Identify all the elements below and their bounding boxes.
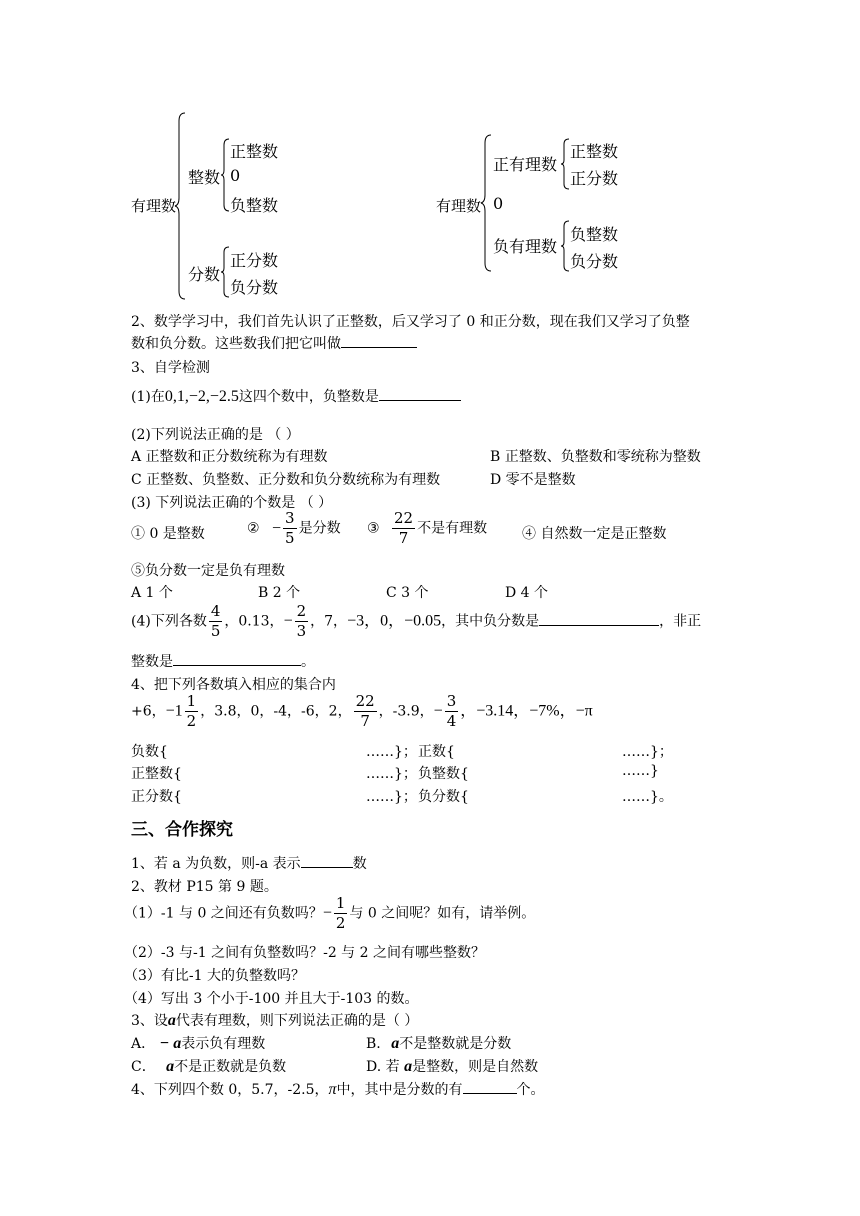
- tree2-root-brace: [481, 135, 493, 271]
- q3-p4-pre: (4)下列各数: [131, 613, 207, 630]
- q4-set-neg-label: 负数{: [131, 744, 168, 760]
- tree2-neg-int: 负整数: [570, 225, 619, 244]
- section3-q2-2: （2）-3 与-1 之间有负整数吗？-2 与 2 之间有哪些整数？: [124, 945, 485, 961]
- q2-line1: 2、数学学习中，我们首先认识了正整数，后又学习了 0 和正分数，现在我们又学习了负整: [131, 314, 690, 330]
- section3-q2-1: [124, 896, 535, 931]
- section3-q3-option-b-text: 不是整数就是分数: [399, 1036, 512, 1052]
- q4-n4-numerator: 22: [355, 692, 375, 710]
- section3-q2-1-fraction: [334, 896, 348, 931]
- q4-title: 4、把下列各数填入相应的集合内: [131, 677, 336, 693]
- section3-q2-1-post: 与 0 之间呢？如有，请举例。: [349, 905, 536, 922]
- q3-p2-option-c: C 正整数、负整数、正分数和负分数统称为有理数: [131, 472, 441, 488]
- q3-p3-item3: [367, 511, 487, 546]
- q4-n1: +6，: [131, 703, 166, 720]
- q4-n6-fraction: [445, 694, 459, 729]
- tree2-pos-int: 正整数: [570, 142, 619, 161]
- section3-q3-var: a: [167, 1012, 176, 1029]
- section3-q1: [131, 853, 367, 873]
- tree2-zero: 0: [493, 194, 504, 213]
- tree1-zero: 0: [230, 166, 241, 185]
- q3-p4-sign: −: [283, 612, 293, 630]
- q3-p4-mid2: ，7，: [310, 613, 348, 630]
- q3-p1-pre: (1)在: [131, 389, 165, 405]
- q4-n4-denominator: 7: [360, 712, 370, 730]
- q4-set-posfrac-end: ……}；: [366, 789, 417, 805]
- q3-p3-item3-marker: ③: [367, 520, 380, 537]
- section3-q3-post: 代表有理数，则下列说法正确的是（ ）: [175, 1013, 419, 1029]
- q2-line2-text: 数和负分数。这些数我们把它叫做: [131, 336, 341, 352]
- q4-set-posint-end: ……}；: [366, 766, 417, 782]
- q3-title: 3、自学检测: [131, 360, 210, 376]
- section3-q3-option-d-text: 是整数，则是自然数: [412, 1059, 539, 1075]
- q4-n6-numerator: 3: [446, 692, 457, 710]
- section3-q3-option-a-var: − a: [159, 1035, 182, 1052]
- q3-p4: [131, 604, 701, 639]
- q4-n6-sign: −: [433, 702, 443, 720]
- q3-p3-item4: ④ 自然数一定是正整数: [522, 526, 667, 542]
- section3-heading: 三、合作探究: [131, 820, 233, 840]
- q3-p4-line2: [131, 651, 315, 671]
- q3-p3-option-a: A 1 个: [131, 585, 173, 601]
- q4-n2-denominator: 2: [186, 712, 197, 730]
- section3-q3-pre: 3、设: [131, 1013, 168, 1029]
- section3-q2-3: （3）有比-1 大的负整数吗？: [124, 968, 305, 984]
- q3-p1-post: 这四个数中，负整数是: [238, 389, 379, 405]
- q4-n2-numerator: 1: [186, 692, 197, 710]
- section3-q3-option-c: [131, 1056, 286, 1076]
- section3-q3-option-b-letter: B.: [366, 1036, 381, 1052]
- tree1-integer: 整数: [188, 168, 221, 187]
- q3-p3-item5: ⑤负分数一定是负有理数: [131, 563, 285, 579]
- q3-p2-option-b: B 正整数、负整数和零统称为整数: [490, 449, 701, 465]
- tree1-root: 有理数: [131, 197, 177, 215]
- q3-p3-item3-numerator: 22: [394, 509, 414, 527]
- section3-q3-option-a: [131, 1033, 265, 1053]
- q3-p4-tail2: ，非正: [659, 613, 702, 630]
- q3-p4-nonpos-blank[interactable]: [173, 653, 301, 666]
- tree1-pos-int: 正整数: [230, 142, 279, 161]
- section3-q4-pre: 4、下列四个数 0，5.7，-2.5，: [131, 1082, 329, 1098]
- q3-p4-mid1: ，0.13，: [224, 613, 284, 630]
- section3-q4-pi: π: [328, 1081, 337, 1098]
- section3-q1-blank[interactable]: [301, 855, 353, 868]
- section3-q2-4: （4）写出 3 个小于-100 并且大于-103 的数。: [124, 991, 419, 1007]
- section3-q3-option-a-text: 表示负有理数: [181, 1036, 266, 1052]
- q3-p2-option-a: A 正整数和正分数统称为有理数: [131, 449, 328, 465]
- q3-p3-option-d: D 4 个: [505, 585, 549, 601]
- q3-p4-tail1: ，其中负分数是: [441, 613, 540, 630]
- q3-p4-fraction1-numerator: 4: [210, 602, 221, 620]
- section3-q3-option-d-letter: D. 若: [366, 1059, 400, 1075]
- tree1-neg-int: 负整数: [230, 196, 279, 215]
- section3-q3-option-c-letter: C．: [131, 1059, 156, 1075]
- q4-n4-fraction: [354, 694, 377, 729]
- q3-p4-numbers: −3，0，−0.05: [347, 612, 442, 630]
- tree2-neg-rat: 负有理数: [493, 237, 558, 256]
- section3-q4-blank[interactable]: [463, 1081, 517, 1094]
- section3-q3: [131, 1010, 418, 1030]
- q3-p4-fraction2-numerator: 2: [296, 602, 307, 620]
- q4-n6-denominator: 4: [446, 712, 457, 730]
- q4-set-negfrac-label: 负分数{: [418, 789, 469, 805]
- q3-p1-set: 0,1,−2,−2.5: [164, 388, 239, 405]
- section3-q4-mid: 中，其中是分数的有: [336, 1082, 463, 1098]
- q4-n3: ，3.8，0，-4，-6，2，: [200, 703, 352, 720]
- section3-q3-option-d: [366, 1056, 538, 1076]
- q2-line2: [131, 333, 417, 353]
- tree1-fraction: 分数: [188, 265, 221, 284]
- section3-q2: 2、教材 P15 第 9 题。: [131, 879, 278, 895]
- q3-p3-item3-denominator: 7: [398, 529, 409, 547]
- q4-set-neg-end: ……}；: [366, 744, 417, 760]
- q4-n5: ，-3.9，: [378, 703, 434, 720]
- tree2-root: 有理数: [436, 197, 482, 215]
- q3-p4-fraction2: [295, 604, 309, 639]
- section3-q2-1-numerator: 1: [335, 894, 346, 912]
- q3-p4-fraction2-denominator: 3: [296, 622, 307, 640]
- q2-answer-blank[interactable]: [341, 335, 417, 348]
- q4-set-negint-label: 负整数{: [418, 766, 469, 782]
- q4-set-pos-end: ……}；: [622, 744, 673, 760]
- q4-set-posfrac-label: 正分数{: [131, 789, 182, 805]
- q4-set-posint-label: 正整数{: [131, 766, 182, 782]
- q3-p4-negfrac-blank[interactable]: [539, 613, 659, 626]
- tree2-pos-frac: 正分数: [570, 169, 619, 188]
- q3-p3-item2: [247, 511, 341, 546]
- q3-p3-item2-denominator: 5: [285, 529, 295, 547]
- section3-q4-post: 个。: [516, 1082, 545, 1098]
- q3-p1-blank[interactable]: [379, 388, 461, 401]
- q3-p3: (3) 下列说法正确的个数是 （ ）: [131, 495, 333, 511]
- q4-number-list: [131, 694, 593, 729]
- q3-p3-item3-text: 不是有理数: [417, 520, 488, 537]
- q3-p4-end: 。: [301, 654, 315, 670]
- q3-p3-item3-fraction: [392, 511, 415, 546]
- tree1-pos-frac: 正分数: [230, 251, 279, 270]
- section3-q3-option-d-var: a: [404, 1058, 413, 1075]
- q4-set-negint-end: ……}: [622, 763, 659, 779]
- tree2-neg-frac: 负分数: [570, 252, 619, 271]
- q3-p3-item2-fraction: [283, 511, 297, 546]
- q4-set-pos-label: 正数{: [418, 744, 455, 760]
- tree2-pos-rat: 正有理数: [493, 155, 558, 174]
- section3-q3-option-c-text: 不是正数就是负数: [174, 1059, 287, 1075]
- q3-p4-fraction1-denominator: 5: [210, 622, 221, 640]
- q3-p1: [131, 386, 461, 406]
- section3-q3-option-a-letter: A．: [131, 1036, 156, 1052]
- q3-p3-item2-text: 是分数: [298, 520, 341, 537]
- section3-q2-1-denominator: 2: [335, 914, 346, 932]
- section3-q2-1-sign: −: [322, 904, 332, 922]
- section3-q3-option-c-var: a: [166, 1058, 175, 1075]
- q3-p3-option-b: B 2 个: [258, 585, 301, 601]
- q4-n2-fraction: [185, 694, 199, 729]
- section3-q4: [131, 1079, 545, 1099]
- section3-q3-option-b-var: a: [391, 1035, 400, 1052]
- q3-p4-line2-text: 整数是: [131, 654, 173, 670]
- section3-q2-1-pre: （1）-1 与 0 之间还有负数吗？: [124, 905, 323, 922]
- section3-q3-option-b: [366, 1033, 511, 1053]
- q3-p3-item2-numerator: 3: [285, 509, 295, 527]
- section3-q1-post: 数: [352, 856, 367, 872]
- tree1-root-brace: [175, 113, 187, 299]
- q4-n7: ，−3.14，−7%，−π: [460, 702, 593, 720]
- tree1-neg-frac: 负分数: [230, 278, 279, 297]
- q3-p3-item1: ① 0 是整数: [131, 526, 205, 542]
- section3-q1-pre: 1、若 a 为负数，则-a 表示: [131, 856, 301, 872]
- q3-p2-option-d: D 零不是整数: [490, 472, 576, 488]
- q3-p3-option-c: C 3 个: [386, 585, 429, 601]
- q3-p4-fraction1: [209, 604, 223, 639]
- q4-n2-whole: −1: [165, 702, 183, 720]
- q3-p3-item2-marker: ②: [247, 520, 260, 537]
- q4-set-negfrac-end: ……}。: [622, 789, 673, 805]
- q3-p2: (2)下列说法正确的是 （ ）: [131, 427, 300, 443]
- q3-p3-item2-sign: −: [272, 519, 282, 537]
